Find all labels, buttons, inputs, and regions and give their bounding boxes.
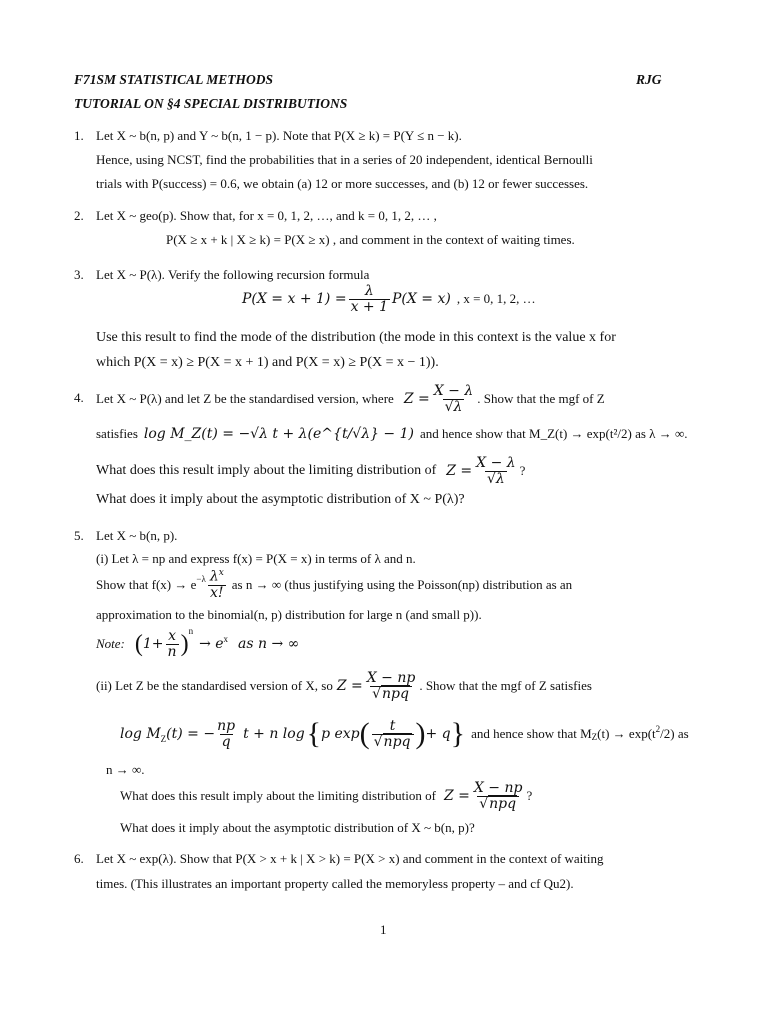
denominator: q xyxy=(221,733,231,750)
fraction: $\frac{X - np}{\text{√npq}}$ xyxy=(366,669,416,702)
question-text: What does this result imply about the limiting distribution of xyxy=(96,463,437,478)
numerator: X − np xyxy=(473,779,523,796)
formula-part: t + n log xyxy=(243,726,305,742)
course-title: F71SM STATISTICAL METHODS xyxy=(74,72,274,87)
question-line xyxy=(96,426,688,442)
question-text: approximation to the binomial(n, p) distribution for large n (and small p)). xyxy=(96,607,482,622)
question-text: (i) Let λ = np and express f(x) = P(X = x) in terms of λ and n. xyxy=(96,551,416,566)
numerator: t xyxy=(389,717,396,734)
sqrt-fraction xyxy=(215,719,237,749)
exponent: x xyxy=(223,634,229,644)
exponent: x xyxy=(218,568,224,579)
denominator: n xyxy=(167,643,177,660)
formula-part: (t) = − xyxy=(166,726,216,742)
question-text: Let X ~ exp(λ). Show that P(X > x + k | X > k) = P(X > x) and comment in the context of waiting xyxy=(96,851,604,866)
formula-range: , x = 0, 1, 2, … xyxy=(456,291,536,307)
note-label: Note: xyxy=(96,636,125,651)
mgf-formula: log M $_Z$ (t) = − $\frac{np}{q}$ t + n log { p exp ( $\frac{t}{\text{√npq}}$ ) + q } and hence show that M $_Z$ (t) → exp(t $^2$ /2) as xyxy=(120,717,689,750)
question-line xyxy=(120,776,532,816)
question-text: and hence show that M_Z(t) → exp(t²/2) as λ → ∞. xyxy=(420,426,688,441)
question-text: and hence show that M xyxy=(471,726,592,741)
question-text: /2) as xyxy=(660,726,689,741)
fraction xyxy=(474,456,517,486)
formula-lhs: P(X = x + 1) = xyxy=(242,291,347,308)
question-text: What does this result imply about the limiting distribution of xyxy=(120,788,436,803)
question-line xyxy=(96,666,592,706)
formula-part: + q xyxy=(425,726,451,742)
fraction: $\frac{t}{\text{√npq}}$ xyxy=(372,719,414,749)
recursion-formula xyxy=(242,284,536,314)
exponent: −λ xyxy=(196,574,206,584)
denominator: √λ xyxy=(444,398,463,415)
question-text: times. (This illustrates an important property called the memoryless property – and cf Qu2). xyxy=(96,876,574,891)
denominator: x! xyxy=(210,584,224,601)
fraction: $\frac{X - np}{\text{√npq}}$ xyxy=(473,779,523,812)
numerator: λ xyxy=(364,283,374,299)
question-text: Hence, using NCST, find the probabilities that in a series of 20 independent, identical Bernoulli xyxy=(96,152,593,167)
question-text: trials with P(success) = 0.6, we obtain (a) 12 or more successes, and (b) 12 or fewer successes. xyxy=(96,176,589,191)
denominator: npq xyxy=(383,733,411,750)
numerator: np xyxy=(217,717,236,734)
question-text: . Show that the mgf of Z xyxy=(477,391,605,406)
question-number: 2. xyxy=(74,208,84,223)
question-text: as n → ∞ (thus justifying using the Poisson(np) distribution as an xyxy=(231,577,573,592)
question-text: satisfies xyxy=(96,426,138,441)
question-text: What does it imply about the asymptotic distribution of X ~ P(λ)? xyxy=(96,492,465,507)
numerator: X − λ xyxy=(476,454,516,471)
formula-comment: , and comment in the context of waiting times. xyxy=(329,232,575,247)
question-text: What does it imply about the asymptotic distribution of X ~ b(n, p)? xyxy=(120,820,475,835)
formula-lhs: log M xyxy=(120,726,161,742)
page-number: 1 xyxy=(380,922,387,937)
author-initials: RJG xyxy=(636,72,662,87)
question-text: (ii) Let Z be the standardised version of X, so xyxy=(96,678,333,693)
formula-rhs: P(X = x) xyxy=(392,291,451,308)
question-text: . Show that the mgf of Z satisfies xyxy=(419,678,592,693)
question-line xyxy=(96,380,605,418)
question-line xyxy=(96,566,572,604)
question-text: ? xyxy=(519,463,526,478)
question-number: 3. xyxy=(74,267,84,282)
formula-lhs: Z = xyxy=(443,788,470,804)
question-number: 5. xyxy=(74,528,84,543)
exponent: n xyxy=(188,626,194,636)
note-formula: → e xyxy=(199,636,224,652)
subscript: Z xyxy=(591,732,598,742)
fraction xyxy=(432,384,475,414)
note-line: Note: ( 1+ $\frac{x}{n}$ ) $^n$ → e $^x$ as n → ∞ xyxy=(96,626,300,660)
numerator: λ xyxy=(209,569,219,586)
question-number: 6. xyxy=(74,851,84,866)
fraction xyxy=(349,284,390,314)
question-text: Let X ~ P(λ) and let Z be the standardised version, where xyxy=(96,391,394,406)
formula-lhs: Z = xyxy=(446,463,473,479)
question-text: Show that f(x) → e xyxy=(96,577,197,592)
denominator: npq xyxy=(489,795,517,812)
question-text: Let X ~ geo(p). Show that, for x = 0, 1, 2, …, and k = 0, 1, 2, … , xyxy=(96,208,437,223)
question-text: Use this result to find the mode of the distribution (the mode in this context is the value x for xyxy=(96,330,616,345)
formula-lhs: Z = xyxy=(403,391,430,407)
formula-part: p exp xyxy=(321,726,360,742)
denominator: npq xyxy=(382,685,409,702)
question-text: ? xyxy=(526,788,533,803)
question-number: 4. xyxy=(74,390,84,405)
denominator: √λ xyxy=(487,470,505,487)
question-text: Let X ~ P(λ). Verify the following recursion formula xyxy=(96,267,370,282)
question-text: Let X ~ b(n, p). xyxy=(96,528,178,543)
question-number: 1. xyxy=(74,128,84,143)
note-formula: as n → ∞ xyxy=(238,636,300,652)
numerator: X − np xyxy=(366,669,416,686)
question-line xyxy=(96,452,525,490)
tutorial-title: TUTORIAL ON §4 SPECIAL DISTRIBUTIONS xyxy=(74,96,348,111)
formula: P(X ≥ x + k | X ≥ k) = P(X ≥ x) xyxy=(166,232,330,247)
fraction xyxy=(208,569,226,600)
formula-lhs: Z = xyxy=(336,678,363,694)
numerator: X − λ xyxy=(433,382,474,399)
denominator: x + 1 xyxy=(350,298,388,315)
fraction xyxy=(166,629,179,659)
question-text: (t) → exp(t xyxy=(597,726,656,741)
question-text: Let X ~ b(n, p) and Y ~ b(n, 1 − p). Note that P(X ≥ k) = P(Y ≤ n − k). xyxy=(96,128,462,143)
formula-line xyxy=(166,232,575,248)
formula: log M_Z(t) = −√λ t + λ(e^{t/√λ} − 1) xyxy=(143,426,414,442)
question-text: n → ∞. xyxy=(106,762,145,777)
numerator: x xyxy=(168,627,176,644)
question-text: which P(X = x) ≥ P(X = x + 1) and P(X = x) ≥ P(X = x − 1)). xyxy=(96,355,439,370)
subscript: Z xyxy=(160,734,167,744)
